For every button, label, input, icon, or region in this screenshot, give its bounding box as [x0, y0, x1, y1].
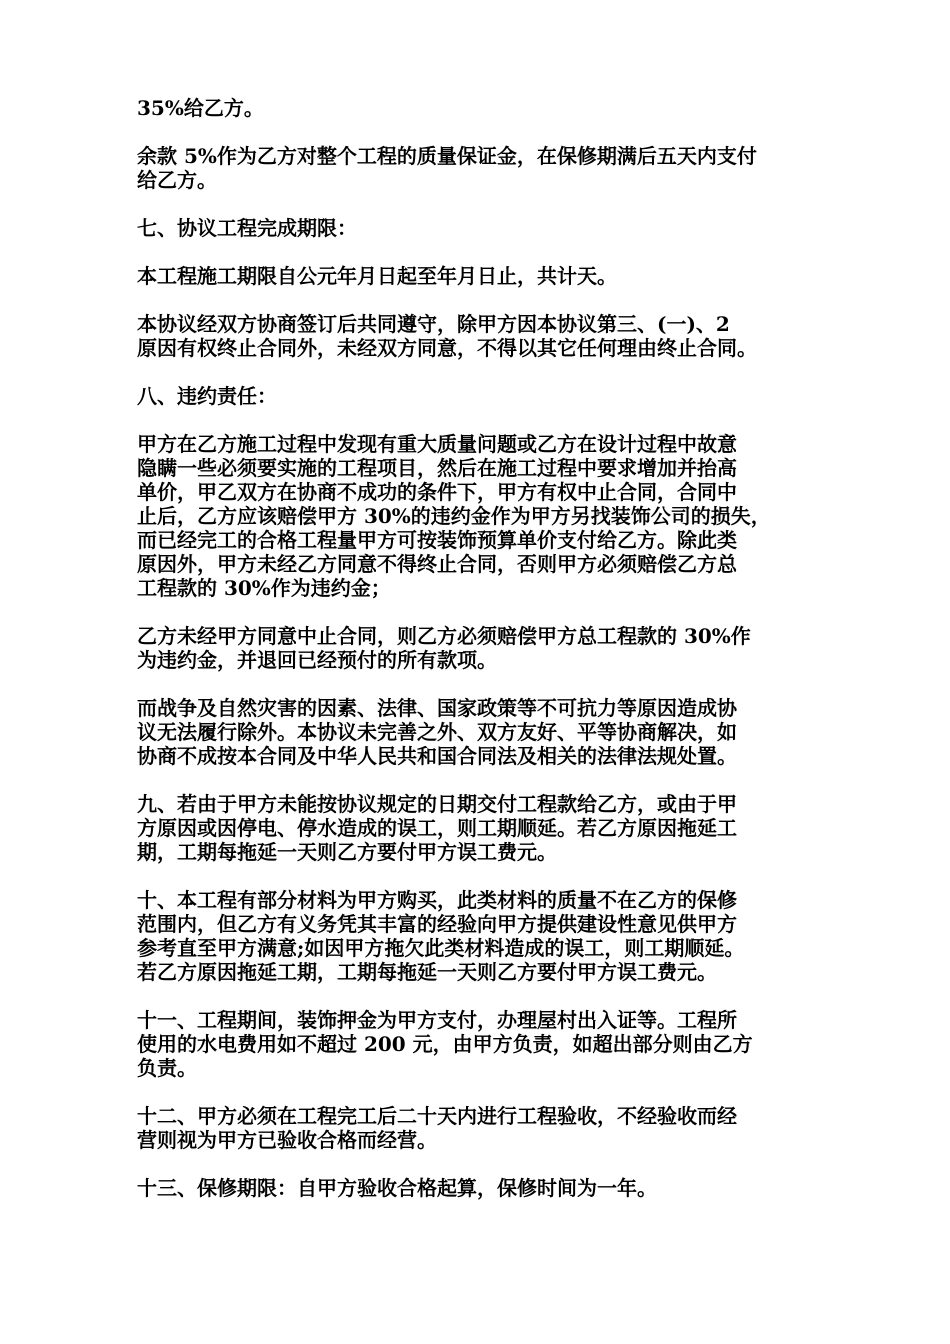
text-line: 期，工期每拖延一天则乙方要付甲方误工费元。	[137, 840, 557, 864]
text-line: 参考直至甲方满意;如因甲方拖欠此类材料造成的误工，则工期顺延。	[137, 936, 745, 960]
paragraph	[137, 792, 827, 864]
text-line: 七、协议工程完成期限：	[137, 216, 357, 240]
text-line: 范围内，但乙方有义务凭其丰富的经验向甲方提供建设性意见供甲方	[137, 912, 737, 936]
paragraph	[137, 144, 827, 192]
text-line: 本协议经双方协商签订后共同遵守，除甲方因本协议第三、(一)、2	[137, 312, 730, 336]
paragraph	[137, 312, 827, 360]
text-line: 方原因或因停电、停水造成的误工，则工期顺延。若乙方原因拖延工	[137, 816, 737, 840]
text-line: 九、若由于甲方未能按协议规定的日期交付工程款给乙方，或由于甲	[137, 792, 737, 816]
paragraph	[137, 96, 827, 120]
paragraph	[137, 216, 827, 240]
text-line: 35%给乙方。	[137, 96, 264, 120]
text-line: 十二、甲方必须在工程完工后二十天内进行工程验收，不经验收而经	[137, 1104, 737, 1128]
paragraph	[137, 1008, 827, 1080]
paragraph	[137, 264, 827, 288]
paragraph	[137, 384, 827, 408]
paragraph	[137, 888, 827, 984]
paragraph	[137, 696, 827, 768]
text-line: 隐瞒一些必须要实施的工程项目，然后在施工过程中要求增加并抬高	[137, 456, 737, 480]
text-line: 十一、工程期间，装饰押金为甲方支付，办理屋村出入证等。工程所	[137, 1008, 737, 1032]
text-line: 甲方在乙方施工过程中发现有重大质量问题或乙方在设计过程中故意	[137, 432, 737, 456]
text-line: 使用的水电费用如不超过 200 元，由甲方负责，如超出部分则由乙方	[137, 1032, 753, 1056]
text-line: 工程款的 30%作为违约金；	[137, 576, 391, 600]
paragraph	[137, 1104, 827, 1152]
text-line: 十三、保修期限：自甲方验收合格起算，保修时间为一年。	[137, 1176, 657, 1200]
text-line: 十、本工程有部分材料为甲方购买，此类材料的质量不在乙方的保修	[137, 888, 737, 912]
text-line: 止后，乙方应该赔偿甲方 30%的违约金作为甲方另找装饰公司的损失，	[137, 504, 771, 528]
text-line: 而战争及自然灾害的因素、法律、国家政策等不可抗力等原因造成协	[137, 696, 737, 720]
text-line: 原因有权终止合同外，未经双方同意，不得以其它任何理由终止合同。	[137, 336, 757, 360]
text-line: 给乙方。	[137, 168, 217, 192]
text-line: 乙方未经甲方同意中止合同，则乙方必须赔偿甲方总工程款的 30%作	[137, 624, 751, 648]
text-line: 八、违约责任：	[137, 384, 277, 408]
paragraph	[137, 624, 827, 672]
text-line: 协商不成按本合同及中华人民共和国合同法及相关的法律法规处置。	[137, 744, 737, 768]
text-line: 余款 5%作为乙方对整个工程的质量保证金，在保修期满后五天内支付	[137, 144, 757, 168]
text-line: 而已经完工的合格工程量甲方可按装饰预算单价支付给乙方。除此类	[137, 528, 737, 552]
text-line: 营则视为甲方已验收合格而经营。	[137, 1128, 437, 1152]
document-body	[137, 96, 827, 1224]
text-line: 原因外，甲方未经乙方同意不得终止合同，否则甲方必须赔偿乙方总	[137, 552, 737, 576]
text-line: 为违约金，并退回已经预付的所有款项。	[137, 648, 497, 672]
text-line: 议无法履行除外。本协议未完善之外、双方友好、平等协商解决，如	[137, 720, 737, 744]
paragraph	[137, 1176, 827, 1200]
paragraph	[137, 432, 827, 600]
text-line: 负责。	[137, 1056, 197, 1080]
text-line: 本工程施工期限自公元年月日起至年月日止，共计天。	[137, 264, 617, 288]
text-line: 单价，甲乙双方在协商不成功的条件下，甲方有权中止合同，合同中	[137, 480, 737, 504]
text-line: 若乙方原因拖延工期，工期每拖延一天则乙方要付甲方误工费元。	[137, 960, 717, 984]
